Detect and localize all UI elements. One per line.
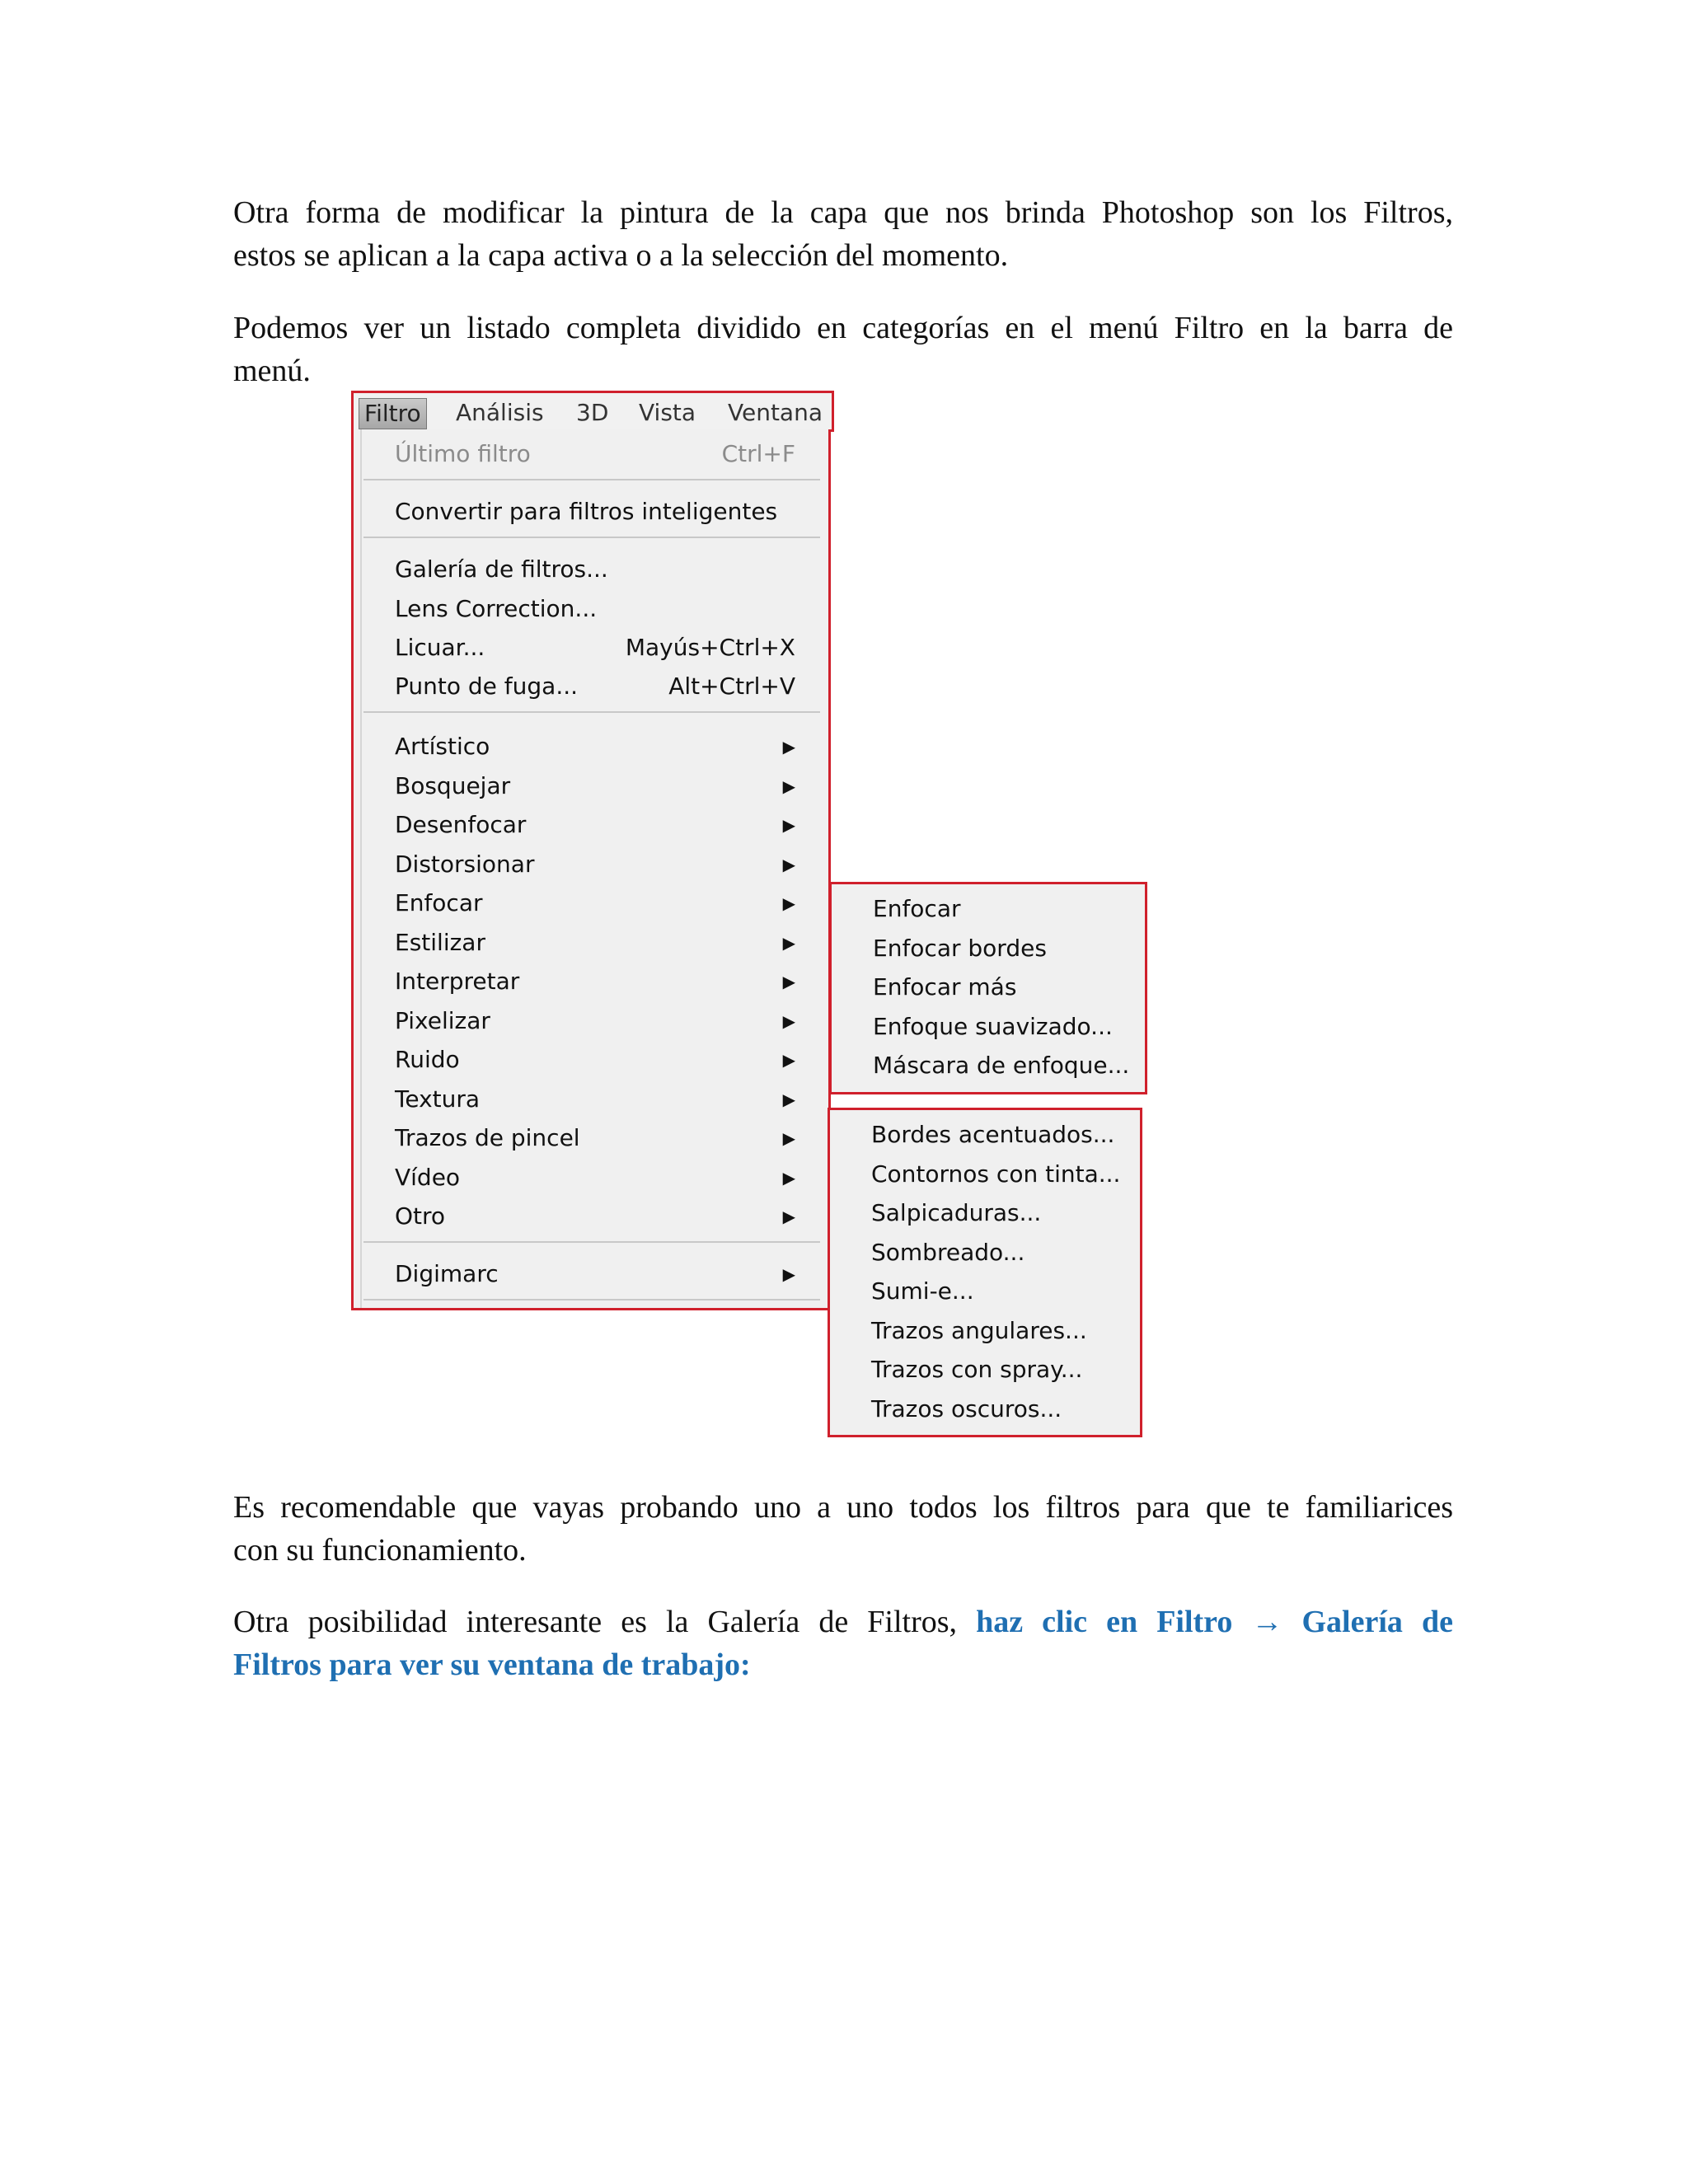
submenu-item[interactable]: Trazos con spray... [871,1356,1083,1383]
menu-item-label: Artístico [395,733,490,760]
submenu-arrow-icon: ▶ [782,1090,795,1109]
paragraph-recommendation [233,1486,1453,1572]
menu-item-label: Ruido [395,1046,460,1073]
menu-item-label: Otro [395,1202,446,1230]
menu-item-interpretar[interactable] [395,965,795,998]
submenu-item[interactable]: Trazos angulares... [871,1317,1087,1344]
menu-item-enfocar[interactable] [395,887,795,920]
menu-item-pixelizar[interactable] [395,1005,795,1038]
submenu-item[interactable]: Máscara de enfoque... [873,1052,1130,1079]
menu-item-punto-de-fuga[interactable] [395,670,795,703]
submenu-trazos-de-pincel [828,1108,1142,1437]
menu-item-bosquejar[interactable] [395,770,795,803]
submenu-item[interactable]: Enfocar [873,895,961,922]
menubar-item-vista[interactable]: Vista [639,399,696,426]
submenu-arrow-icon: ▶ [782,933,795,953]
filter-menu [351,429,831,1310]
menu-item-label: Digimarc [395,1260,499,1287]
menu-item-desenfocar[interactable] [395,808,795,841]
menu-item-estilizar[interactable] [395,926,795,959]
menu-item-otro[interactable] [395,1200,795,1233]
menu-item-video[interactable] [395,1161,795,1194]
menu-item-label: Interpretar [395,968,520,995]
submenu-arrow-icon: ▶ [782,1011,795,1031]
paragraph-menu-description [233,307,1453,392]
menu-item-label: Convertir para filtros inteligentes [395,498,778,525]
menubar-item-ventana[interactable]: Ventana [728,399,823,426]
paragraph-line: Es recomendable que vayas probando uno a uno todos los filtros para que te familiarices [233,1490,1453,1525]
menu-item-label: Licuar... [395,634,485,661]
menubar-item-analisis[interactable]: Análisis [456,399,544,426]
submenu-arrow-icon: ▶ [782,815,795,835]
submenu-item[interactable]: Sumi-e... [871,1277,974,1305]
menu-item-label: Bosquejar [395,772,511,799]
menu-item-label: Distorsionar [395,851,535,878]
menu-item-lens-correction[interactable] [395,593,795,626]
submenu-arrow-icon: ▶ [782,1207,795,1226]
menu-item-label: Trazos de pincel [395,1124,580,1151]
submenu-arrow-icon: ▶ [782,1168,795,1188]
menu-item-shortcut: Ctrl+F [721,440,795,467]
filter-menu-screenshot [351,391,1151,1446]
paragraph-line: menú. [233,354,311,388]
submenu-item[interactable]: Sombreado... [871,1239,1025,1266]
submenu-arrow-icon: ▶ [782,1128,795,1148]
submenu-arrow-icon: ▶ [782,1050,795,1070]
submenu-item[interactable]: Trazos oscuros... [871,1395,1062,1422]
menu-separator [363,1299,820,1301]
menu-item-digimarc[interactable] [395,1258,795,1291]
paragraph-text: Otra posibilidad interesante es la Galería de Filtros, [233,1605,958,1639]
submenu-arrow-icon: ▶ [782,855,795,874]
paragraph-line: con su funcionamiento. [233,1533,527,1568]
menubar-item-filtro[interactable]: Filtro [359,398,427,429]
menu-item-shortcut: Mayús+Ctrl+X [625,634,795,661]
menu-item-label: Galería de filtros... [395,555,608,583]
submenu-item[interactable]: Contornos con tinta... [871,1160,1121,1188]
submenu-arrow-icon: ▶ [782,972,795,991]
menu-item-label: Enfocar [395,889,483,916]
submenu-item[interactable]: Enfocar bordes [873,935,1047,962]
menu-separator [363,479,820,480]
menu-item-convertir[interactable] [395,495,795,528]
paragraph-line [233,1601,1453,1643]
submenu-arrow-icon: ▶ [782,1264,795,1284]
menu-item-artistico[interactable] [395,730,795,763]
menu-item-label: Textura [395,1085,481,1113]
submenu-arrow-icon: ▶ [782,893,795,913]
submenu-item[interactable]: Bordes acentuados... [871,1121,1115,1148]
submenu-arrow-icon: ▶ [782,776,795,796]
instruction-highlight: Filtros para ver su ventana de trabajo: [233,1647,751,1682]
menu-item-label: Último filtro [395,440,531,467]
menu-item-ultimo-filtro[interactable] [395,438,795,471]
paragraph-line: Podemos ver un listado completa dividido en categorías en el menú Filtro en la barra de [233,311,1453,345]
menu-item-label: Desenfocar [395,811,527,838]
instruction-highlight: haz clic en Filtro → Galería de [976,1605,1453,1639]
menu-item-textura[interactable] [395,1083,795,1116]
menu-item-ruido[interactable] [395,1043,795,1076]
submenu-item[interactable]: Enfocar más [873,973,1017,1001]
paragraph-line: estos se aplican a la capa activa o a la selección del momento. [233,238,1009,273]
menu-item-trazos-de-pincel[interactable] [395,1122,795,1155]
submenu-item[interactable]: Enfoque suavizado... [873,1013,1113,1040]
submenu-arrow-icon: ▶ [782,737,795,757]
menu-gutter [360,429,362,1308]
submenu-enfocar [829,882,1147,1094]
paragraph-intro [233,191,1453,277]
menu-item-label: Pixelizar [395,1007,490,1034]
paragraph-line: Otra forma de modificar la pintura de la capa que nos brinda Photoshop son los Filtros, [233,195,1453,230]
menu-item-label: Estilizar [395,929,485,956]
menubar-item-3d[interactable]: 3D [576,399,609,426]
menu-separator [363,537,820,538]
menu-separator [363,1241,820,1243]
menu-item-shortcut: Alt+Ctrl+V [668,673,795,700]
submenu-item[interactable]: Salpicaduras... [871,1199,1042,1226]
menu-item-galeria[interactable] [395,553,795,586]
menu-item-label: Lens Correction... [395,595,598,622]
menu-item-label: Vídeo [395,1164,461,1191]
menu-item-distorsionar[interactable] [395,848,795,881]
paragraph-gallery [233,1601,1453,1686]
menu-item-label: Punto de fuga... [395,673,579,700]
menubar [351,391,834,432]
menu-item-licuar[interactable] [395,631,795,664]
menu-separator [363,711,820,713]
